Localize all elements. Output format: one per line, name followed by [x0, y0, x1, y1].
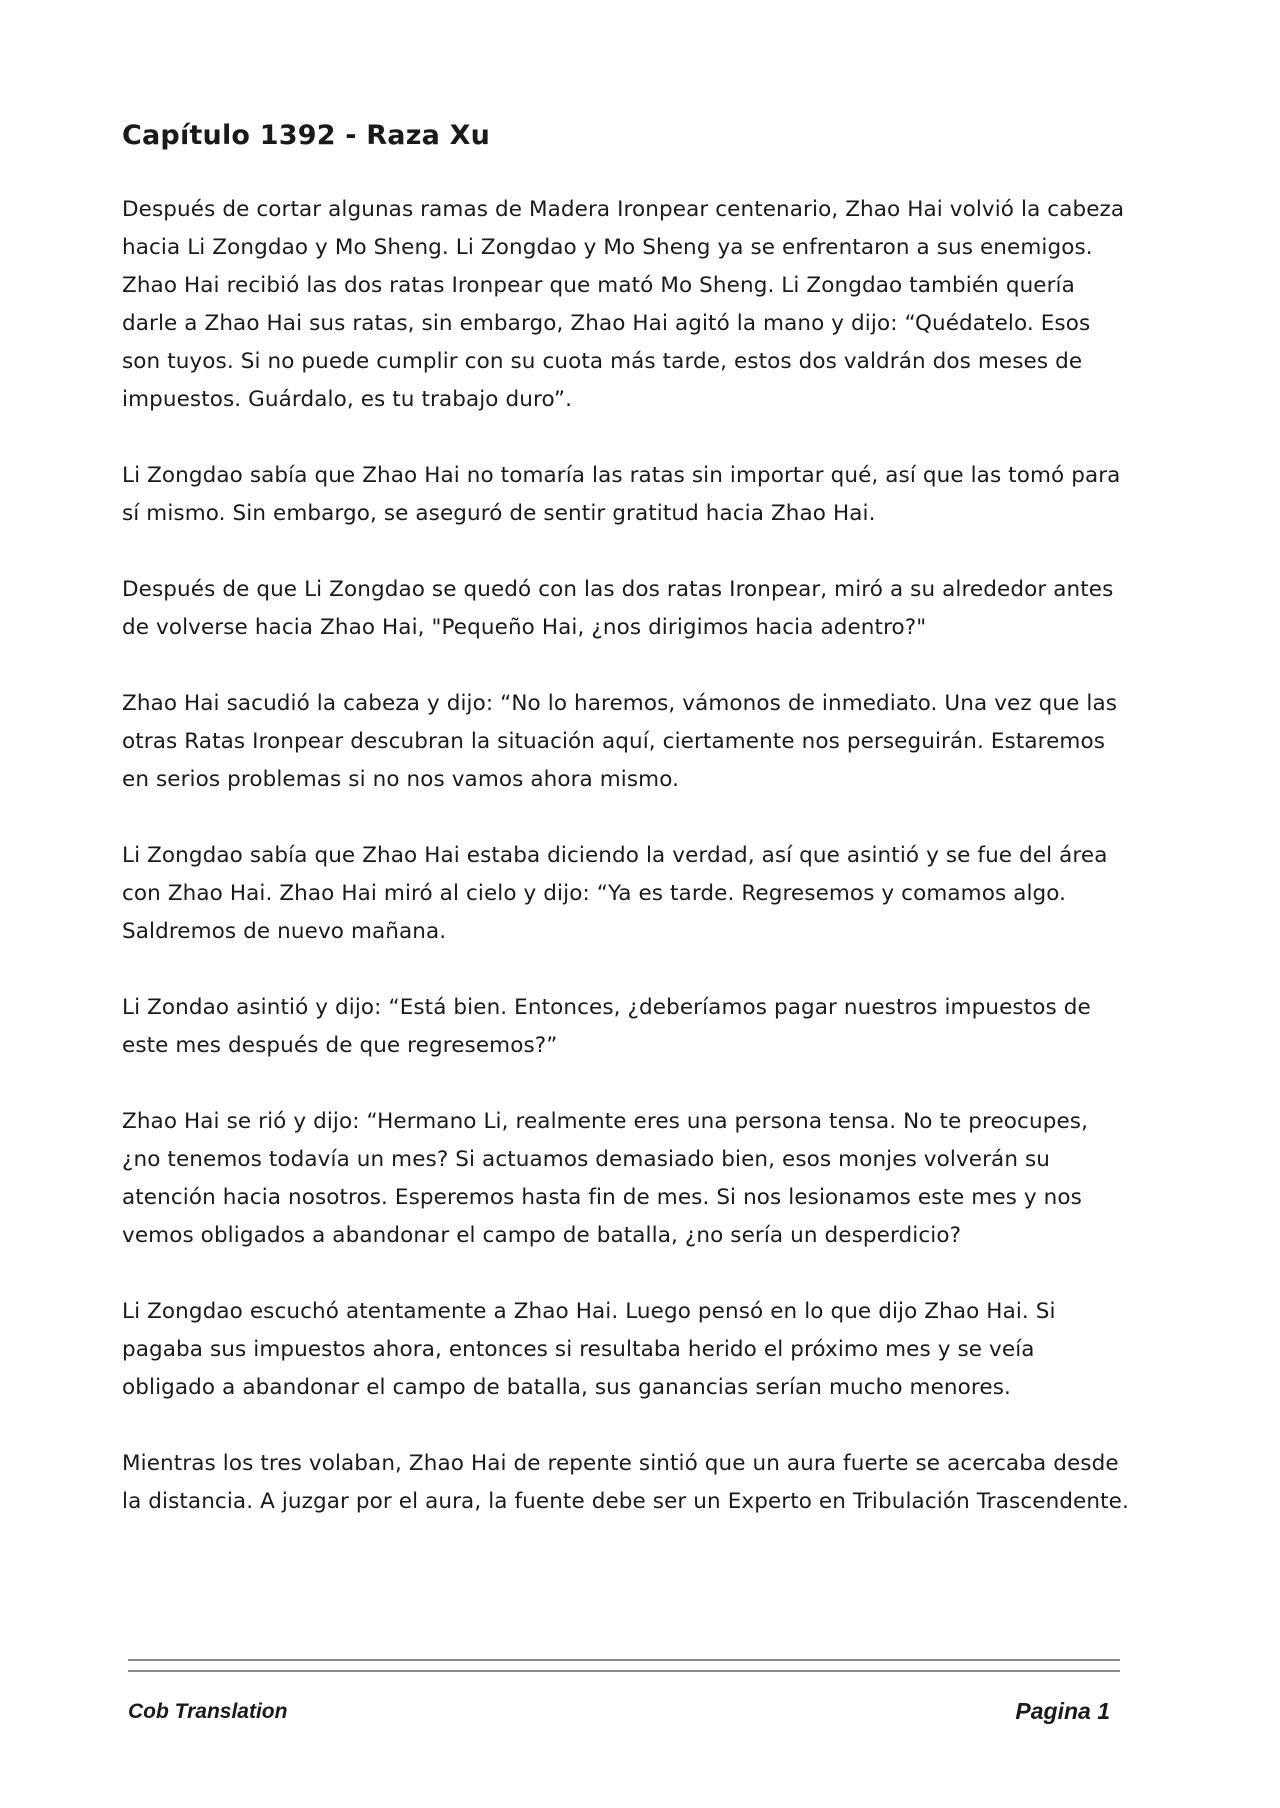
paragraph-1: Después de cortar algunas ramas de Madera Ironpear centenario, Zhao Hai volvió la cabeza hacia Li Zongdao y Mo Sheng. Li Zongdao y Mo Sheng ya se enfrentaron a sus enemigos. Zhao Hai recibió las dos ratas Ironpear que mató Mo Sheng. Li Zongdao también quería darle a Zhao Hai sus ratas, sin embargo, Zhao Hai agitó la mano y dijo: “Quédatelo. Esos son tuyos. Si no puede cumplir con su cuota más tarde, estos dos valdrán dos meses de impuestos. Guárdalo, es tu trabajo duro”.	[122, 197, 1125, 412]
footer-page-number: Pagina 1	[1015, 1698, 1110, 1724]
page-content	[122, 120, 1132, 1559]
paragraph-3: Después de que Li Zongdao se quedó con las dos ratas Ironpear, miró a su alrededor antes de volverse hacia Zhao Hai, "Pequeño Hai, ¿nos dirigimos hacia adentro?"	[122, 577, 1114, 640]
chapter-title: Capítulo 1392 - Raza Xu	[122, 120, 491, 151]
paragraph-5: Li Zongdao sabía que Zhao Hai estaba diciendo la verdad, así que asintió y se fue del área con Zhao Hai. Zhao Hai miró al cielo y dijo: “Ya es tarde. Regresemos y comamos algo. Saldremos de nuevo mañana.	[122, 843, 1108, 944]
footer-divider-top	[128, 1659, 1120, 1661]
footer-translator: Cob Translation	[128, 1700, 288, 1723]
paragraph-4: Zhao Hai sacudió la cabeza y dijo: “No lo haremos, vámonos de inmediato. Una vez que las otras Ratas Ironpear descubran la situación aquí, ciertamente nos perseguirán. Estaremos en serios problemas si no nos vamos ahora mismo.	[122, 691, 1118, 792]
paragraph-7: Zhao Hai se rió y dijo: “Hermano Li, realmente eres una persona tensa. No te preocupes, ¿no tenemos todavía un mes? Si actuamos demasiado bien, esos monjes volverán su atención hacia nosotros. Esperemos hasta fin de mes. Si nos lesionamos este mes y nos vemos obligados a abandonar el campo de batalla, ¿no sería un desperdicio?	[122, 1109, 1089, 1248]
footer-divider-bottom	[128, 1670, 1120, 1672]
paragraph-2: Li Zongdao sabía que Zhao Hai no tomaría las ratas sin importar qué, así que las tomó para sí mismo. Sin embargo, se aseguró de sentir gratitud hacia Zhao Hai.	[122, 463, 1121, 526]
paragraph-8: Li Zongdao escuchó atentamente a Zhao Hai. Luego pensó en lo que dijo Zhao Hai. Si pagaba sus impuestos ahora, entonces si resultaba herido el próximo mes y se veía obligado a abandonar el campo de batalla, sus ganancias serían mucho menores.	[122, 1299, 1056, 1400]
paragraph-9: Mientras los tres volaban, Zhao Hai de repente sintió que un aura fuerte se acercaba desde la distancia. A juzgar por el aura, la fuente debe ser un Experto en Tribulación Trascendente.	[122, 1451, 1129, 1514]
paragraph-6: Li Zondao asintió y dijo: “Está bien. Entonces, ¿deberíamos pagar nuestros impuestos de este mes después de que regresemos?”	[122, 995, 1091, 1058]
